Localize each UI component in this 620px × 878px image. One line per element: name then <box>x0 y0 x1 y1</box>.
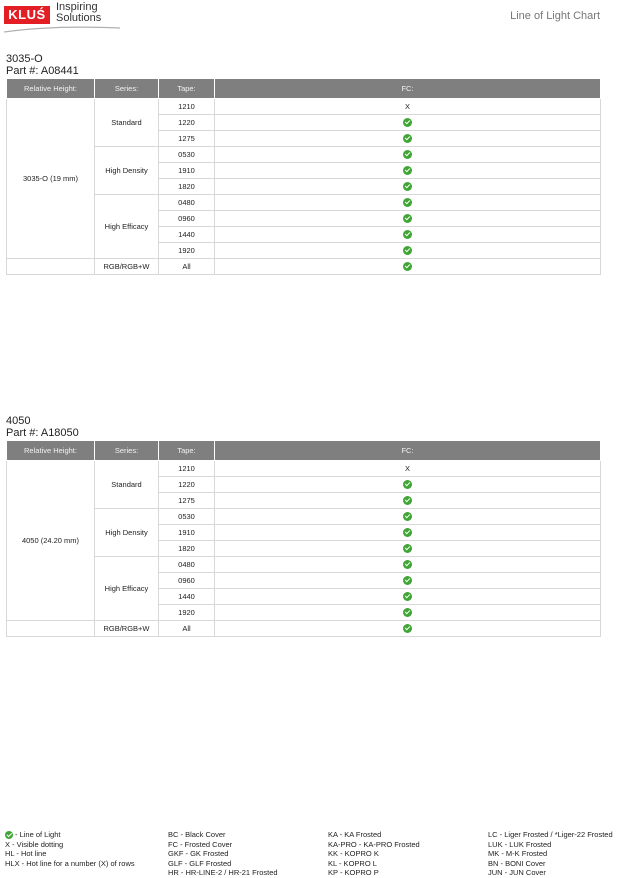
part-number: Part #: A18050 <box>6 427 79 439</box>
legend-item: HL - Hot line <box>5 849 47 858</box>
legend-item: LUK - LUK Frosted <box>488 839 552 849</box>
legend-item: KA - KA Frosted <box>328 830 382 839</box>
column-header: Tape: <box>159 441 215 461</box>
column-header: Relative Height: <box>7 441 95 461</box>
check-icon <box>403 134 412 143</box>
tape-cell: 1440 <box>159 227 215 243</box>
tape-cell: 0530 <box>159 147 215 163</box>
series-cell: Standard <box>95 99 159 147</box>
tape-cell: 1210 <box>159 461 215 477</box>
fc-cell <box>215 509 601 525</box>
fc-cell <box>215 179 601 195</box>
fc-cell: X <box>215 99 601 115</box>
line-of-light-table <box>6 78 601 275</box>
part-number: Part #: A08441 <box>6 65 79 77</box>
series-cell: High Efficacy <box>95 557 159 621</box>
column-header: Series: <box>95 79 159 99</box>
legend-item: GKF - GK Frosted <box>168 849 229 858</box>
fc-cell <box>215 211 601 227</box>
tape-cell: 1440 <box>159 589 215 605</box>
tape-cell: 1275 <box>159 131 215 147</box>
line-of-light-table <box>6 440 601 637</box>
fc-cell <box>215 147 601 163</box>
fc-cell: X <box>215 461 601 477</box>
check-icon <box>5 831 13 839</box>
legend-item: KP - KOPRO P <box>328 868 379 877</box>
section-title <box>6 415 79 439</box>
legend-item: GLF - GLF Frosted <box>168 858 232 868</box>
check-icon <box>403 576 412 585</box>
fc-cell <box>215 621 601 637</box>
check-icon <box>403 608 412 617</box>
table-row <box>7 621 601 637</box>
fc-cell <box>215 477 601 493</box>
check-icon <box>403 246 412 255</box>
series-cell: High Density <box>95 509 159 557</box>
legend-item: HLX - Hot line for a number (X) of rows <box>5 858 135 868</box>
tape-cell: All <box>159 621 215 637</box>
tape-cell: 0480 <box>159 557 215 573</box>
tape-cell: 1275 <box>159 493 215 509</box>
table-header-row <box>7 79 601 99</box>
tape-cell: 1910 <box>159 163 215 179</box>
series-cell: RGB/RGB+W <box>95 621 159 637</box>
legend-column <box>168 830 278 878</box>
legend-item: X - Visible dotting <box>5 839 64 849</box>
column-header: FC: <box>215 79 601 99</box>
column-header: Series: <box>95 441 159 461</box>
fc-cell <box>215 493 601 509</box>
table-header-row <box>7 441 601 461</box>
check-icon <box>403 496 412 505</box>
fc-cell <box>215 541 601 557</box>
column-header: Relative Height: <box>7 79 95 99</box>
fc-cell <box>215 605 601 621</box>
logo-tagline <box>56 2 120 24</box>
relative-height-cell <box>7 621 95 637</box>
fc-cell <box>215 259 601 275</box>
check-icon <box>403 182 412 191</box>
fc-cell <box>215 573 601 589</box>
table-row <box>7 557 601 573</box>
tape-cell: 1220 <box>159 477 215 493</box>
check-icon <box>403 166 412 175</box>
logo-wordmark: KLUŚ <box>4 6 50 24</box>
check-icon <box>403 150 412 159</box>
legend-item: BC - Black Cover <box>168 830 226 839</box>
tape-cell: 1920 <box>159 605 215 621</box>
series-cell: High Density <box>95 147 159 195</box>
legend-column <box>5 830 135 868</box>
klus-logo <box>4 2 120 34</box>
legend-item: JUN - JUN Cover <box>488 868 546 877</box>
tape-cell: 1910 <box>159 525 215 541</box>
tape-cell: 1820 <box>159 179 215 195</box>
tape-cell: All <box>159 259 215 275</box>
page-title: Line of Light Chart <box>510 10 600 22</box>
table-row <box>7 509 601 525</box>
check-icon <box>403 262 412 271</box>
legend-item: HR - HR-LINE-2 / HR-21 Frosted <box>168 868 278 877</box>
check-icon <box>403 528 412 537</box>
check-icon <box>403 560 412 569</box>
table-row <box>7 147 601 163</box>
tape-cell: 0960 <box>159 573 215 589</box>
tagline-line1: Inspiring <box>56 1 98 13</box>
fc-cell <box>215 227 601 243</box>
tape-cell: 0530 <box>159 509 215 525</box>
legend-item: KL - KOPRO L <box>328 858 377 868</box>
table-row <box>7 259 601 275</box>
page-header <box>0 0 620 40</box>
product-name: 4050 <box>6 415 31 427</box>
legend-item: FC - Frosted Cover <box>168 839 233 849</box>
product-name: 3035-O <box>6 53 43 65</box>
fc-cell <box>215 589 601 605</box>
fc-cell <box>215 163 601 179</box>
table-row <box>7 195 601 211</box>
check-icon <box>403 544 412 553</box>
check-icon <box>403 118 412 127</box>
legend-item: KK - KOPRO K <box>328 849 379 858</box>
fc-cell <box>215 131 601 147</box>
fc-cell <box>215 195 601 211</box>
check-icon <box>403 480 412 489</box>
legend-item: BN - BONI Cover <box>488 858 546 868</box>
legend-item: KA-PRO - KA-PRO Frosted <box>328 839 420 849</box>
table-row <box>7 461 601 477</box>
legend-item: - Line of Light <box>5 830 135 840</box>
series-cell: Standard <box>95 461 159 509</box>
legend-item: LC - Liger Frosted / *Liger-22 Frosted <box>488 830 613 839</box>
check-icon <box>403 624 412 633</box>
check-icon <box>403 230 412 239</box>
fc-cell <box>215 557 601 573</box>
series-cell: High Efficacy <box>95 195 159 259</box>
fc-cell <box>215 525 601 541</box>
check-icon <box>403 198 412 207</box>
column-header: FC: <box>215 441 601 461</box>
column-header: Tape: <box>159 79 215 99</box>
check-icon <box>403 214 412 223</box>
tape-cell: 1820 <box>159 541 215 557</box>
table-row <box>7 99 601 115</box>
legend-column <box>328 830 420 878</box>
section-title <box>6 53 79 77</box>
legend-item: MK - M-K Frosted <box>488 849 548 858</box>
tape-cell: 1920 <box>159 243 215 259</box>
logo-swoosh-icon <box>4 24 120 34</box>
check-icon <box>403 512 412 521</box>
tagline-line2: Solutions <box>56 12 102 24</box>
tape-cell: 1220 <box>159 115 215 131</box>
relative-height-cell: 4050 (24.20 mm) <box>7 461 95 621</box>
check-icon <box>403 592 412 601</box>
relative-height-cell: 3035-O (19 mm) <box>7 99 95 259</box>
tape-cell: 0960 <box>159 211 215 227</box>
relative-height-cell <box>7 259 95 275</box>
fc-cell <box>215 115 601 131</box>
tape-cell: 1210 <box>159 99 215 115</box>
tape-cell: 0480 <box>159 195 215 211</box>
legend-column <box>488 830 613 878</box>
fc-cell <box>215 243 601 259</box>
series-cell: RGB/RGB+W <box>95 259 159 275</box>
